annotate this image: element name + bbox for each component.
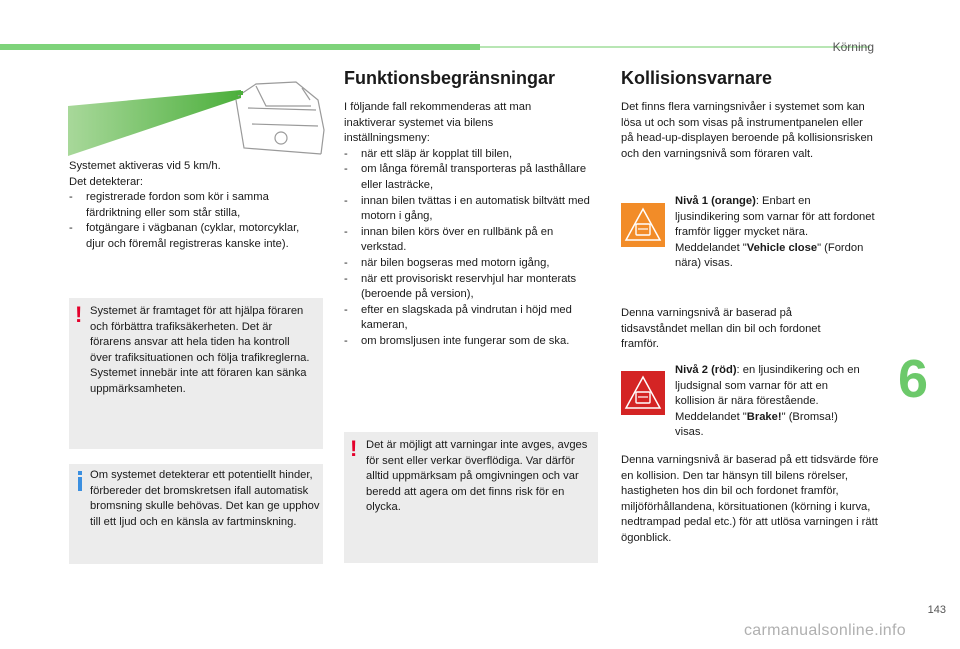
red-warning-icon: [621, 371, 665, 415]
watermark: carmanualsonline.info: [744, 622, 906, 639]
list-item: - fotgängare i vägbanan (cyklar, motorcyklar, djur och föremål registreras kanske inte).: [69, 221, 319, 252]
list-item: - om långa föremål transporteras på lasthållare eller lasträcke,: [344, 162, 599, 193]
info-box: [69, 464, 323, 564]
info-icon: [78, 477, 82, 491]
level-1-message: Vehicle close: [746, 241, 818, 254]
level-2-text: : en ljusindikering och en ljudsignal som varnar för att en kollision är nära förestående. Meddelandet ": [675, 364, 860, 423]
header-accent-line: [480, 46, 870, 48]
level-1-text-after: " (Fordon nära) visas.: [675, 241, 864, 270]
list-item: - om bromsljusen inte fungerar som de ska.: [344, 334, 599, 350]
level-2-basis: [621, 453, 879, 547]
activation-text: Systemet aktiveras vid 5 km/h.: [69, 160, 221, 172]
warning-text: Det är möjligt att varningar inte avges, avges för sent eller verkar överflödiga. Var därför alltid uppmärksam på omgivningen och var beredd att agera om det finns risk för en olycka.: [366, 439, 588, 514]
collision-intro-text: Det finns flera varningsnivåer i systemet som kan lösa ut och som visas på instrumentpanelen eller på head-up-displayen beroende på kollisionsrisken och den varningsnivå som föraren valt.: [621, 101, 873, 160]
level-2-message: Brake!: [746, 410, 782, 423]
level-2-basis-text: Denna varningsnivå är baserad på ett tidsvärde före en kollision. Den tar hänsyn till bilens rörelser, hastigheten hos din bil och fordonet framför, miljöförhållandena, körsituationen (körning i kurva, nedtrampad pedal etc.) för att utlösa varningen i rätt ögonblick.: [621, 454, 879, 544]
list-item: - när bilen bogseras med motorn igång,: [344, 256, 599, 272]
warning-icon: !: [75, 302, 83, 327]
level-2-label: Nivå 2 (röd): [675, 364, 737, 376]
warning-icon: !: [350, 436, 358, 461]
info-icon-dot: [78, 471, 82, 475]
warning-text: Systemet är framtaget för att hjälpa föraren och förbättra trafiksäkerheten. Det är förarens ansvar att hela tiden ha kontroll över trafiksituationen och följa trafikreglerna. Systemet innebär inte att föraren kan sänka uppmärksamheten.: [90, 305, 310, 395]
list-item: - när ett släp är kopplat till bilen,: [344, 147, 599, 163]
header-accent-bar: [0, 44, 480, 50]
list-item: - innan bilen körs över en rullbänk på en verkstad.: [344, 225, 599, 256]
detects-label: Det detekterar:: [69, 175, 143, 188]
car-detection-illustration: [66, 78, 326, 158]
warning-box: [344, 432, 598, 563]
collision-warning-heading: Kollisionsvarnare: [621, 68, 773, 88]
level-1-basis: [621, 306, 851, 353]
detection-list: [69, 190, 319, 252]
limitations-heading: Funktionsbegränsningar: [344, 68, 556, 88]
section-title: Körning: [832, 40, 874, 54]
chapter-number: 6: [898, 349, 929, 409]
limitations-intro: I följande fall rekommenderas att man inaktiverar systemet via bilens inställningsmeny:: [344, 101, 532, 145]
level-2-description: [675, 363, 865, 441]
left-column-text: [69, 159, 319, 253]
level-1-description: [675, 194, 875, 272]
list-item: - efter en slagskada på vindrutan i höjd med kameran,: [344, 303, 599, 334]
level-1-label: Nivå 1 (orange): [675, 195, 756, 207]
list-item: - registrerade fordon som kör i samma färdriktning eller som står stilla,: [69, 190, 319, 221]
level-1-basis-text: Denna varningsnivå är baserad på tidsavståndet mellan din bil och fordonet framför.: [621, 307, 821, 351]
collision-intro: [621, 100, 876, 162]
list-item: - innan bilen tvättas i en automatisk biltvätt med motorn i gång,: [344, 194, 599, 225]
detection-beam: [68, 90, 241, 156]
limitations-text: [344, 100, 599, 350]
page-number: 143: [927, 604, 946, 616]
warning-box: [69, 298, 323, 449]
list-item: - när ett provisoriskt reservhjul har monterats (beroende på version),: [344, 272, 599, 303]
info-text: Om systemet detekterar ett potentiellt hinder, förbereder det bromskretsen ifall automatisk bromsning skulle behövas. Det kan ge upphov till ett ljud och en känsla av fartminskning.: [90, 469, 320, 528]
limitations-list: [344, 147, 599, 350]
level-2-text-after: " (Bromsa!) visas.: [675, 410, 838, 439]
level-1-text: : Enbart en ljusindikering som varnar för att fordonet framför ligger mycket nära. Meddelandet ": [675, 195, 875, 254]
orange-warning-icon: [621, 203, 665, 247]
